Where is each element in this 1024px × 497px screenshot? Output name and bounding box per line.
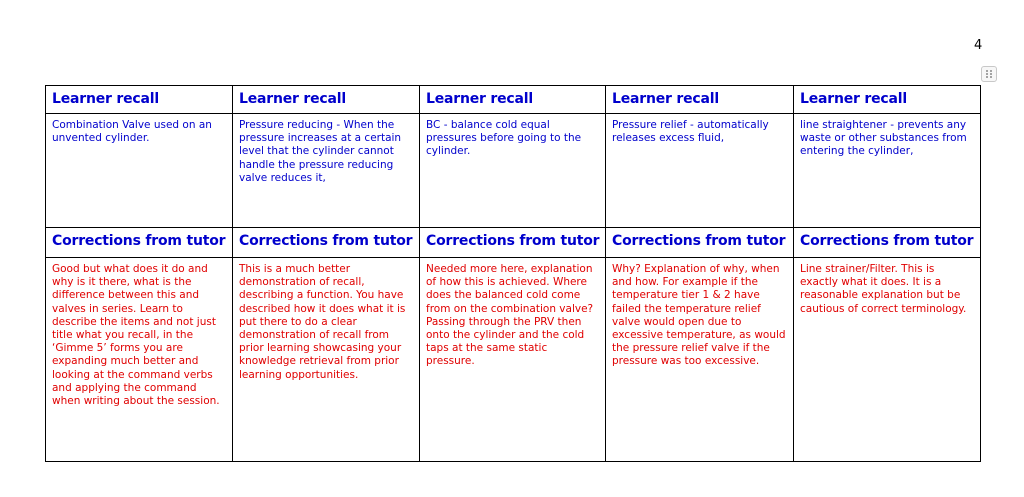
recall-cell-1[interactable]: Combination Valve used on an unvented cylinder. <box>46 114 233 228</box>
recall-table <box>45 85 981 462</box>
tutor-heading-5: Corrections from tutor <box>794 228 981 258</box>
tutor-cell-5[interactable]: Line strainer/Filter. This is exactly what it does. It is a reasonable explanation but be cautious of correct terminology. <box>794 258 981 462</box>
tutor-text-row <box>46 258 981 462</box>
recall-cell-3[interactable]: BC - balance cold equal pressures before going to the cylinder. <box>420 114 606 228</box>
recall-heading-4: Learner recall <box>606 86 794 114</box>
recall-cell-4[interactable]: Pressure relief - automatically releases excess fluid, <box>606 114 794 228</box>
tutor-heading-1: Corrections from tutor <box>46 228 233 258</box>
tutor-cell-4[interactable]: Why? Explanation of why, when and how. For example if the temperature tier 1 & 2 have failed the temperature relief valve would open due to excessive temperature, as would the pressure relief valve if the pressure was too excessive. <box>606 258 794 462</box>
tutor-heading-3: Corrections from tutor <box>420 228 606 258</box>
drag-handle-icon <box>985 69 993 79</box>
page-number: 4 <box>974 38 983 53</box>
recall-text-row <box>46 114 981 228</box>
recall-heading-2: Learner recall <box>233 86 420 114</box>
tutor-cell-2[interactable]: This is a much better demonstration of recall, describing a function. You have described how it does what it is put there to do a clear demonstration of recall from prior learning showcasing your knowledge retrieval from prior learning opportunities. <box>233 258 420 462</box>
tutor-cell-1[interactable]: Good but what does it do and why is it there, what is the difference between this and valves in series. Learn to describe the items and not just title what you recall, in the ‘Gimme 5’ forms you are expanding much better and looking at the command verbs and applying the command when writing about the session. <box>46 258 233 462</box>
recall-cell-5[interactable]: line straightener - prevents any waste or other substances from entering the cylinder, <box>794 114 981 228</box>
tutor-heading-2: Corrections from tutor <box>233 228 420 258</box>
recall-heading-3: Learner recall <box>420 86 606 114</box>
recall-heading-row <box>46 86 981 114</box>
table-drag-handle[interactable] <box>981 66 997 82</box>
recall-heading-1: Learner recall <box>46 86 233 114</box>
recall-cell-2[interactable]: Pressure reducing - When the pressure increases at a certain level that the cylinder cannot handle the pressure reducing valve reduces it, <box>233 114 420 228</box>
tutor-heading-4: Corrections from tutor <box>606 228 794 258</box>
recall-heading-5: Learner recall <box>794 86 981 114</box>
tutor-cell-3[interactable]: Needed more here, explanation of how this is achieved. Where does the balanced cold come from on the combination valve? Passing through the PRV then onto the cylinder and the cold taps at the same static pressure. <box>420 258 606 462</box>
tutor-heading-row <box>46 228 981 258</box>
